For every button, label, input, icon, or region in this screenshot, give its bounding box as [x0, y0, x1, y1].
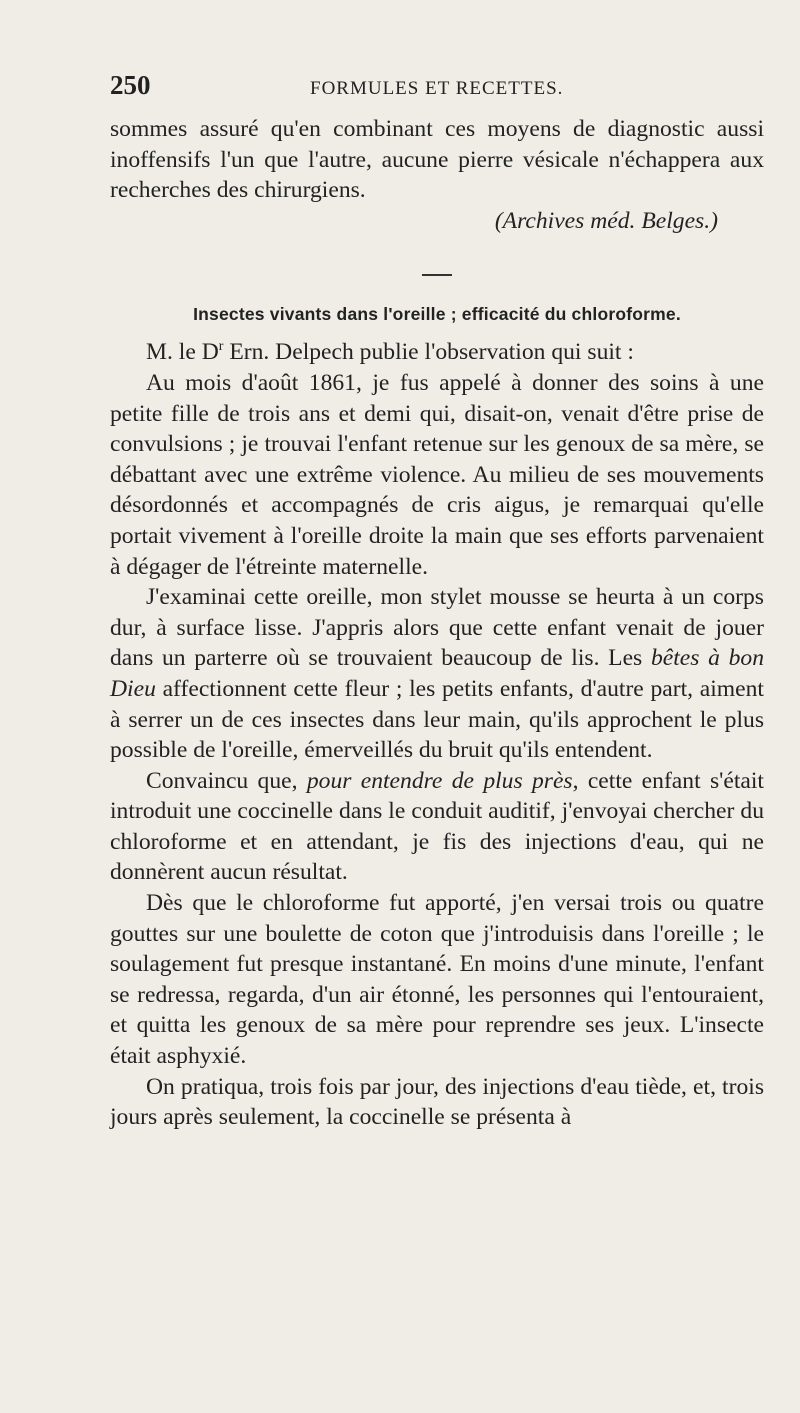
p1-before: M. le D	[146, 339, 219, 366]
intro-paragraph: sommes assuré qu'en combinant ces moyens de diagnostic aussi inoffensifs l'un que l'autre, aucune pierre vésicale n'échappera aux recherches des chirurgiens.	[110, 116, 764, 204]
running-title: FORMULES ET RECETTES.	[310, 78, 564, 99]
paragraph-5: Dès que le chloroforme fut apporté, j'en versai trois ou quatre gouttes sur une boulette de coton que j'introduisis dans l'oreille ; le soulagement fut presque instantané. En moins d'une minute, l'enfant se redressa, regarda, d'un air étonné, les personnes qui l'entouraient, et quitta les genoux de sa mère pour reprendre ses jeux. L'insecte était asphyxié.	[110, 890, 764, 1070]
p1-after: Ern. Delpech publie l'observation qui suit :	[223, 339, 634, 366]
paragraph-1	[110, 337, 764, 368]
section-title: Insectes vivants dans l'oreille ; efficacité du chloroforme.	[193, 304, 681, 325]
p1-superscript: r	[218, 339, 224, 355]
paragraph-6: On pratiqua, trois fois par jour, des injections d'eau tiède, et, trois jours après seulement, la coccinelle se présenta à	[110, 1073, 764, 1131]
p4-part-a: Convaincu que,	[146, 767, 307, 794]
p3-part-a: J'examinai cette oreille, mon stylet mousse se heurta à un corps dur, à surface lisse. J'appris alors que cette enfant venait de jouer dans un parterre où se trouvaient beaucoup de lis. Les	[110, 584, 764, 672]
page-header	[110, 70, 764, 114]
p4-italic: pour entendre de plus près	[306, 767, 573, 794]
p4-part-b: , cette enfant s'était introduit une coccinelle dans le conduit auditif, j'envoyai chercher du chloroforme et en attendant, je fis des injections d'eau, qui ne donnèrent aucun résultat.	[110, 767, 764, 886]
paragraph-3	[110, 582, 764, 766]
paragraph-2: Au mois d'août 1861, je fus appelé à donner des soins à une petite fille de trois ans et demi qui, disait-on, venait d'être prise de convulsions ; je trouvai l'enfant retenue sur les genoux de sa mère, se débattant avec une extrême violence. Au milieu de ses mouvements désordonnés et accompagnés de cris aigus, je remarquai qu'elle portait vivement à l'oreille droite la main que ses efforts parvenaient à dégager de l'étreinte maternelle.	[110, 369, 764, 580]
page-number: 250	[110, 70, 151, 100]
section-divider	[422, 274, 452, 276]
p3-italic: bêtes à bon Dieu	[110, 645, 764, 702]
p3-part-b: affectionnent cette fleur ; les petits enfants, d'autre part, aiment à serrer un de ces insectes dans leur main, qu'ils approchent le plus possible de l'oreille, émerveillés du bruit qu'ils entendent.	[110, 675, 764, 764]
source-citation: (Archives méd. Belges.)	[494, 207, 718, 234]
paragraph-4	[110, 766, 764, 888]
